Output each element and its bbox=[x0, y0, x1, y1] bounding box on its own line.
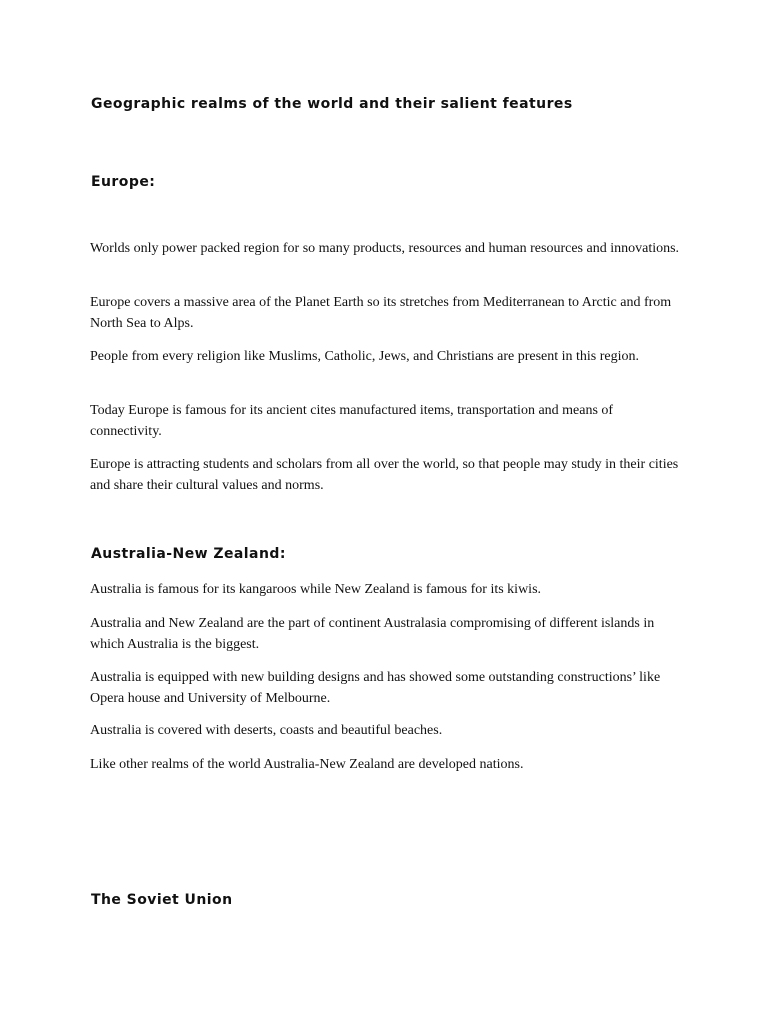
europe-paragraph-2: Europe covers a massive area of the Planet Earth so its stretches from Mediterranean to Arctic and from North Sea to Alps. bbox=[90, 295, 672, 331]
australia-paragraph-4: Australia is covered with deserts, coasts and beautiful beaches. bbox=[90, 723, 443, 738]
australia-paragraph-3: Australia is equipped with new building designs and has showed some outstanding constructions’ like Opera house and University of Melbourne. bbox=[90, 670, 661, 706]
section-heading-europe: Europe: bbox=[91, 174, 156, 190]
document-title: Geographic realms of the world and their salient features bbox=[91, 96, 573, 112]
europe-paragraph-4: Today Europe is famous for its ancient cites manufactured items, transportation and means of connectivity. bbox=[90, 403, 614, 439]
section-heading-soviet-union: The Soviet Union bbox=[91, 892, 233, 908]
europe-paragraph-3: People from every religion like Muslims, Catholic, Jews, and Christians are present in this region. bbox=[90, 349, 640, 364]
europe-paragraph-5: Europe is attracting students and scholars from all over the world, so that people may study in their cities and share their cultural values and norms. bbox=[90, 457, 679, 493]
europe-paragraph-1: Worlds only power packed region for so many products, resources and human resources and innovations. bbox=[90, 241, 680, 256]
australia-paragraph-2: Australia and New Zealand are the part of continent Australasia compromising of different islands in which Australia is the biggest. bbox=[90, 616, 655, 652]
australia-paragraph-1: Australia is famous for its kangaroos while New Zealand is famous for its kiwis. bbox=[90, 582, 542, 597]
australia-paragraph-5: Like other realms of the world Australia-New Zealand are developed nations. bbox=[90, 757, 524, 772]
section-heading-australia-new-zealand: Australia-New Zealand: bbox=[91, 546, 286, 562]
